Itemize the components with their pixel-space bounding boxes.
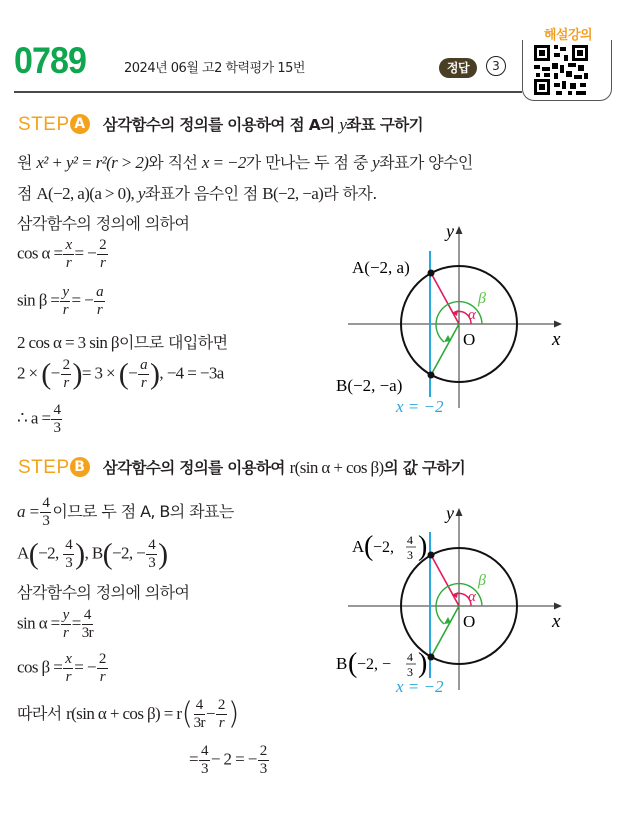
step-a-eq-substitute: 2 cos α = 3 sin β이므로 대입하면 [17,333,228,352]
step-b-definition-line: 삼각함수의 정의에 의하여 [17,583,190,602]
svg-text:(: ( [348,648,358,679]
step-b-badge: B [70,457,90,477]
svg-text:(: ( [364,531,374,562]
step-a-definition-line: 삼각함수의 정의에 의하여 [17,214,190,233]
point-b-label: B(−2, −a) [336,376,403,395]
beta-label: β [478,572,486,589]
point-b-dot [428,654,435,661]
svg-text:3: 3 [407,665,413,679]
step-b-eq-final: = $\frac{4}{3}$ − 2 = − $\frac{2}{3}$ [189,743,267,777]
qr-code-icon[interactable] [532,43,590,97]
step-a-paragraph-line-1: 원 x² + y² = r²(r > 2)와 직선 x = −2가 만나는 두 점 중 y좌표가 양수인 [17,153,473,172]
alpha-label: α [468,589,476,605]
step-b-header [18,456,465,479]
line-label: x = −2 [396,677,444,696]
svg-text:4: 4 [407,533,413,547]
step-a-eq-sin-beta: sin β = $\frac{y}{r}$ = − $\frac{a}{r}$ [17,284,103,318]
y-axis-arrow-icon [456,226,463,234]
step-label: STEP [18,457,70,478]
point-a-dot [428,270,435,277]
segment-ob [431,606,459,657]
point-a-label [352,531,427,562]
step-b-eq-sin-alpha: sin α = $\frac{y}{r}$ = $\frac{4}{3r}$ [17,607,93,641]
problem-source: 2024년 06월 고2 학력평가 15번 [124,61,305,76]
line-label: x = −2 [396,397,444,415]
segment-oa [431,273,459,324]
svg-text:): ) [418,648,428,679]
y-axis-label: y [446,503,454,523]
svg-text:A: A [352,537,365,556]
origin-label: O [463,612,476,631]
header-divider [14,91,522,93]
x-axis-label: x [552,329,561,350]
point-a-label: A(−2, a) [352,258,410,277]
angle-beta-arrow-icon [444,335,451,342]
svg-text:B: B [336,654,348,673]
x-axis-arrow-icon [554,603,562,610]
beta-label: β [478,290,486,307]
svg-text:−2, −: −2, − [357,656,392,673]
problem-number: 0789 [14,40,87,81]
step-b-line-a-value: a = $\frac{4}{3}$ 이므로 두 점 A, B의 좌표는 [17,495,234,529]
step-b-figure [330,480,620,700]
point-a-dot [428,552,435,559]
step-b-eq-expression: 따라서 r(sin α + cos β) = r( $\frac{4}{3r}$ − $\frac{2}{r}$ ) [17,696,239,732]
x-axis-label: x [552,611,561,632]
step-a-header [18,113,423,136]
step-b-eq-cos-beta: cos β = $\frac{x}{r}$ = − $\frac{2}{r}$ [17,651,106,685]
segment-oa [431,555,459,606]
angle-beta-arrow-icon [444,617,451,624]
segment-ob [431,324,459,375]
point-b-label [336,648,427,679]
y-axis-arrow-icon [456,508,463,516]
answer-badge: 정답 [439,58,477,78]
step-b-title: 삼각함수의 정의를 이용하여 r(sin α + cos β)의 값 구하기 [102,458,466,477]
step-a-eq-result: ∴ a = $\frac{4}{3}$ [17,402,61,436]
y-axis-label: y [446,221,454,241]
svg-text:): ) [418,531,428,562]
origin-label: O [463,330,476,349]
answer-value: 3 [486,56,506,76]
step-a-figure [330,215,620,415]
step-b-line-coordinates: A(−2, $\frac{4}{3}$ ), B(−2, − $\frac{4}{3}$ ) [17,537,168,571]
alpha-label: α [468,307,476,323]
step-a-paragraph-line-2: 점 A(−2, a)(a > 0), y좌표가 음수인 점 B(−2, −a)라 하자. [17,184,377,203]
step-a-badge: A [70,114,90,134]
svg-text:−2,: −2, [373,539,395,556]
svg-text:4: 4 [407,650,413,664]
step-a-eq-solve: 2 × (− $\frac{2}{r}$ )= 3 × (− $\frac{a}{r}$ ), −4 = −3a [17,357,224,391]
svg-text:3: 3 [407,548,413,562]
x-axis-arrow-icon [554,321,562,328]
step-a-eq-cos-alpha: cos α = $\frac{x}{r}$ = − $\frac{2}{r}$ [17,237,107,271]
step-label: STEP [18,114,70,135]
point-b-dot [428,372,435,379]
lecture-label: 해설강의 [543,28,593,43]
step-a-title: 삼각함수의 정의를 이용하여 점 A의 y좌표 구하기 [102,115,423,134]
